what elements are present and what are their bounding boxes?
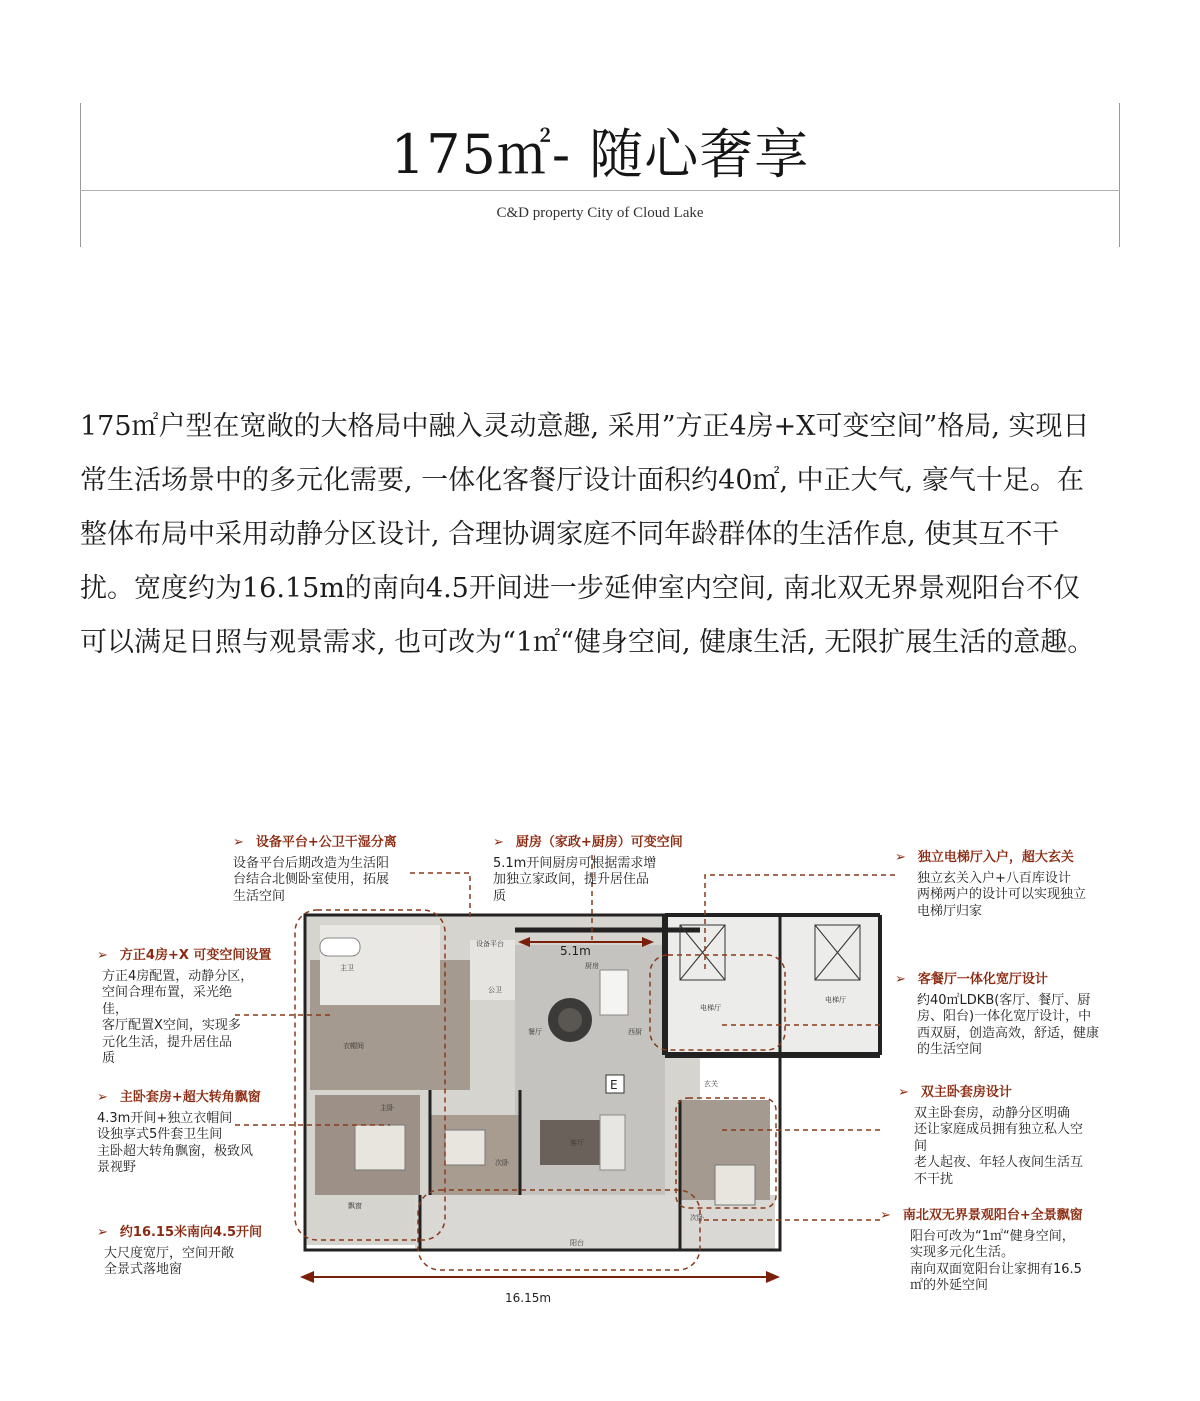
annotation-living: ➢ 客餐厅一体化宽厅设计 约40㎡LDKB(客厅、餐厅、厨 房、阳台)一体化宽厅设计，中 西双厨，创造高效，舒适，健康 的生活空间 — [895, 972, 1100, 1057]
page-subtitle: C&D property City of Cloud Lake — [496, 205, 704, 221]
intro-line: 扰。宽度约为16.15m的南向4.5开间进一步延伸室内空间, 南北双无界景观阳台不仅 — [80, 573, 1081, 604]
room-label: 厨房 — [585, 962, 599, 970]
intro-line: 可以满足日照与观景需求, 也可改为“1㎡“健身空间, 健康生活, 无限扩展生活的意趣。 — [80, 627, 1095, 658]
dimension-top-label: 5.1m — [560, 944, 591, 958]
annotation-title: ➢ 双主卧套房设计 — [898, 1085, 1012, 1100]
bathtub — [320, 938, 360, 956]
arrow-icon: ➢ — [97, 1225, 108, 1240]
room-label: 主卫 — [340, 964, 354, 972]
annotation-equipment: ➢ 设备平台+公卫干湿分离 设备平台后期改造为生活阳 台结合北侧卧室使用，拓展 生活空间 — [233, 835, 397, 904]
room-label: 飘窗 — [348, 1202, 362, 1210]
annotation-title: ➢ 厨房（家政+厨房）可变空间 — [493, 835, 683, 850]
annotation-title: ➢ 独立电梯厅入户，超大玄关 — [895, 850, 1074, 865]
bedroom2-bed — [445, 1130, 485, 1165]
arrow-icon: ➢ — [895, 972, 906, 987]
floor-area-master-bath — [320, 925, 440, 1005]
annotation-title: ➢ 主卧套房+超大转角飘窗 — [97, 1090, 261, 1105]
room-label: 衣帽间 — [343, 1042, 364, 1050]
annotation-entry: ➢ 独立电梯厅入户，超大玄关 独立玄关入户+八百库设计 两梯两户的设计可以实现独立 电梯厅归家 — [895, 850, 1087, 919]
intro-line: 175㎡户型在宽敞的大格局中融入灵动意趣, 采用”方正4房+X可变空间”格局, 实现日 — [80, 411, 1090, 442]
room-label: 公卫 — [488, 986, 502, 994]
kitchen-island — [600, 970, 628, 1015]
annotation-master: ➢ 主卧套房+超大转角飘窗 4.3m开间+独立衣帽间 设独享式5件套卫生间 主卧超大转角飘窗，极致风 景视野 — [97, 1090, 261, 1175]
master-bed — [355, 1125, 405, 1170]
bedroom3-bed — [715, 1165, 755, 1205]
room-label: 客厅 — [570, 1139, 584, 1147]
annotation-fourroom: ➢ 方正4房+X 可变空间设置 方正4房配置，动静分区， 空间合理布置，采光绝 佳， 客厅配置X空间，实现多 元化生活，提升居住品 质 — [97, 948, 272, 1066]
arrow-icon: ➢ — [97, 1090, 108, 1105]
arrow-icon: ➢ — [97, 948, 108, 963]
page-title: 175㎡- 随心奢享 — [390, 123, 810, 186]
floorplan-section — [0, 820, 1200, 1320]
e-marker: E — [610, 1078, 618, 1092]
arrow-icon: ➢ — [895, 850, 906, 865]
room-label: 次卧 — [495, 1159, 509, 1167]
room-label: 电梯厅 — [825, 996, 846, 1004]
arrow-icon: ➢ — [898, 1085, 909, 1100]
floor-area-elevator-hall — [665, 915, 880, 1055]
dimension-bottom-label: 16.15m — [505, 1291, 552, 1305]
dining-table-top — [558, 1008, 582, 1032]
room-label: 阳台 — [570, 1239, 584, 1247]
room-label: 玄关 — [704, 1080, 718, 1088]
leader-equipment — [410, 873, 470, 920]
room-label: 次卧 — [690, 1214, 704, 1222]
room-label: 西厨 — [628, 1028, 642, 1036]
annotation-title: ➢ 南北双无界景观阳台+全景飘窗 — [880, 1208, 1083, 1223]
intro-line: 整体布局中采用动静分区设计, 合理协调家庭不同年龄群体的生活作息, 使其互不干 — [80, 519, 1060, 550]
arrow-icon: ➢ — [233, 835, 244, 850]
annotation-balcony: ➢ 南北双无界景观阳台+全景飘窗 阳台可改为“1㎡“健身空间， 实现多元化生活。 南向双面宽阳台让家拥有16.5 ㎡的外延空间 — [880, 1208, 1083, 1293]
annotation-kitchen: ➢ 厨房（家政+厨房）可变空间 5.1m开间厨房可根据需求增 加独立家政间，提升居住品 质 — [493, 835, 683, 904]
arrow-icon: ➢ — [493, 835, 504, 850]
annotation-title: ➢ 客餐厅一体化宽厅设计 — [895, 972, 1048, 987]
annotation-title: ➢ 约16.15米南向4.5开间 — [97, 1225, 263, 1240]
intro-paragraph — [80, 400, 1125, 670]
arrow-head — [300, 1271, 314, 1283]
room-label: 主卧 — [380, 1104, 394, 1112]
arrow-icon: ➢ — [880, 1208, 891, 1223]
room-label: 餐厅 — [528, 1028, 542, 1036]
annotation-dualmaster: ➢ 双主卧套房设计 双主卧套房，动静分区明确 还让家庭成员拥有独立私人空 间 老人起夜、年轻人夜间生活互 不干扰 — [898, 1085, 1084, 1187]
intro-line: 常生活场景中的多元化需要, 一体化客餐厅设计面积约40㎡, 中正大气, 豪气十足。在 — [80, 465, 1084, 496]
room-label: 设备平台 — [476, 940, 504, 948]
annotation-title: ➢ 设备平台+公卫干湿分离 — [233, 835, 397, 850]
room-label: 电梯厅 — [700, 1004, 721, 1012]
annotation-title: ➢ 方正4房+X 可变空间设置 — [97, 948, 272, 963]
arrow-head — [766, 1271, 780, 1283]
sofa — [600, 1115, 625, 1170]
header-divider — [80, 190, 1120, 191]
annotation-south: ➢ 约16.15米南向4.5开间 大尺度宽厅，空间开敞 全景式落地窗 — [97, 1225, 263, 1277]
